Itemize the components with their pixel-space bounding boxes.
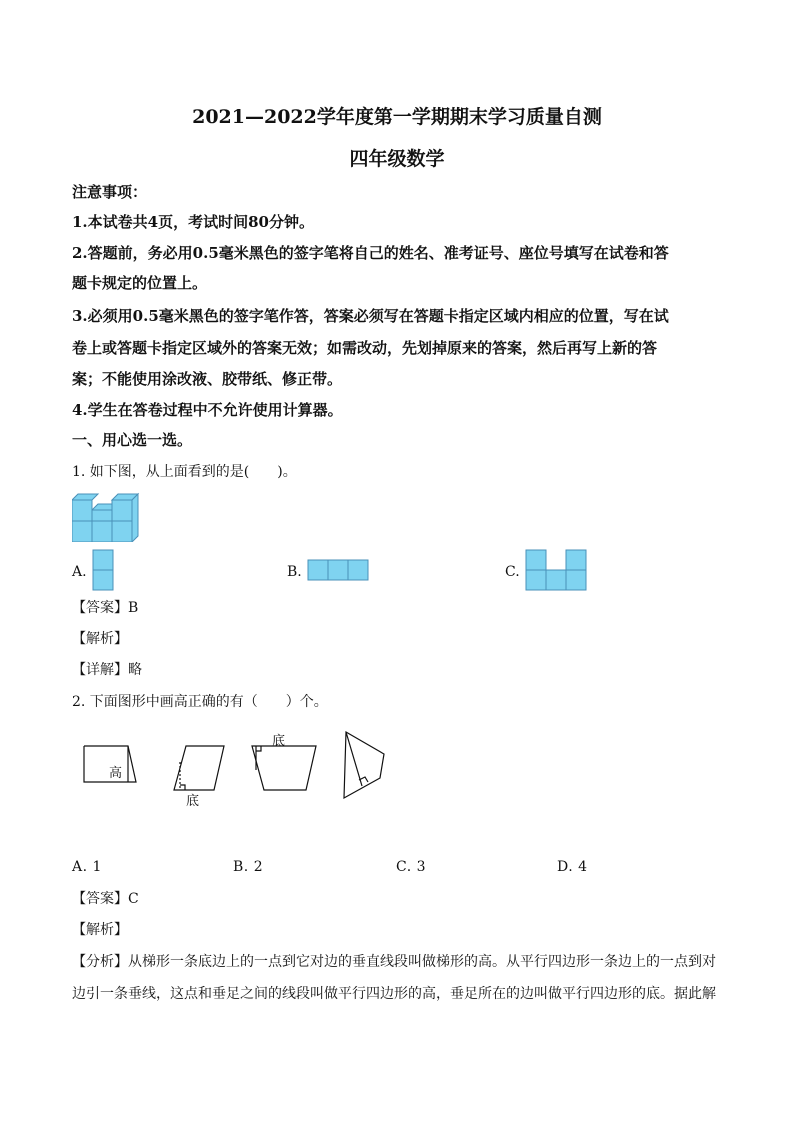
notice-heading: 注意事项： bbox=[72, 183, 148, 201]
notice-item: 1.本试卷共4页，考试时间80分钟。 bbox=[72, 213, 314, 231]
detail-label: 【详解】略 bbox=[72, 662, 142, 678]
option-a: A. 1 bbox=[72, 859, 102, 875]
page-title: 2021—2022学年度第一学期期末学习质量自测 bbox=[192, 106, 602, 128]
notice-item: 4.学生在答卷过程中不允许使用计算器。 bbox=[72, 401, 343, 419]
label-gao: 高 bbox=[109, 766, 123, 781]
shapes-figure bbox=[76, 724, 396, 808]
question-2-stem: 2. 下面图形中画高正确的有（ ）个。 bbox=[72, 694, 328, 710]
fenxi-line: 边引一条垂线，这点和垂足之间的线段叫做平行四边形的高，垂足所在的边叫做平行四边形的底。据此解 bbox=[72, 986, 716, 1002]
option-c-label: C. bbox=[505, 564, 520, 580]
option-a-figure bbox=[92, 549, 114, 591]
notice-item: 题卡规定的位置上。 bbox=[72, 274, 208, 292]
label-di: 底 bbox=[272, 734, 286, 749]
analysis-label: 【解析】 bbox=[72, 922, 128, 938]
option-b-label: B. bbox=[287, 564, 302, 580]
section-heading: 一、用心选一选。 bbox=[72, 431, 193, 449]
page-subtitle: 四年级数学 bbox=[349, 148, 445, 170]
label-di: 底 bbox=[186, 794, 200, 809]
cube-figure bbox=[72, 492, 140, 542]
option-b: B. 2 bbox=[233, 859, 264, 875]
option-c-figure bbox=[525, 549, 587, 591]
notice-item: 案；不能使用涂改液、胶带纸、修正带。 bbox=[72, 370, 343, 388]
notice-item: 卷上或答题卡指定区域外的答案无效；如需改动，先划掉原来的答案，然后再写上新的答 bbox=[72, 339, 658, 357]
answer-label: 【答案】C bbox=[72, 891, 139, 907]
option-b-figure bbox=[307, 559, 369, 581]
option-c: C. 3 bbox=[396, 859, 427, 875]
question-1-stem: 1. 如下图，从上面看到的是( )。 bbox=[72, 464, 297, 480]
option-a-label: A. bbox=[72, 564, 87, 580]
analysis-label: 【解析】 bbox=[72, 631, 128, 647]
fenxi-line: 【分析】从梯形一条底边上的一点到它对边的垂直线段叫做梯形的高。从平行四边形一条边上的一点到对 bbox=[72, 954, 716, 970]
notice-item: 3.必须用0.5毫米黑色的签字笔作答，答案必须写在答题卡指定区域内相应的位置，写在试 bbox=[72, 307, 669, 325]
answer-label: 【答案】B bbox=[72, 600, 139, 616]
notice-item: 2.答题前，务必用0.5毫米黑色的签字笔将自己的姓名、准考证号、座位号填写在试卷和答 bbox=[72, 244, 669, 262]
option-d: D. 4 bbox=[557, 859, 588, 875]
